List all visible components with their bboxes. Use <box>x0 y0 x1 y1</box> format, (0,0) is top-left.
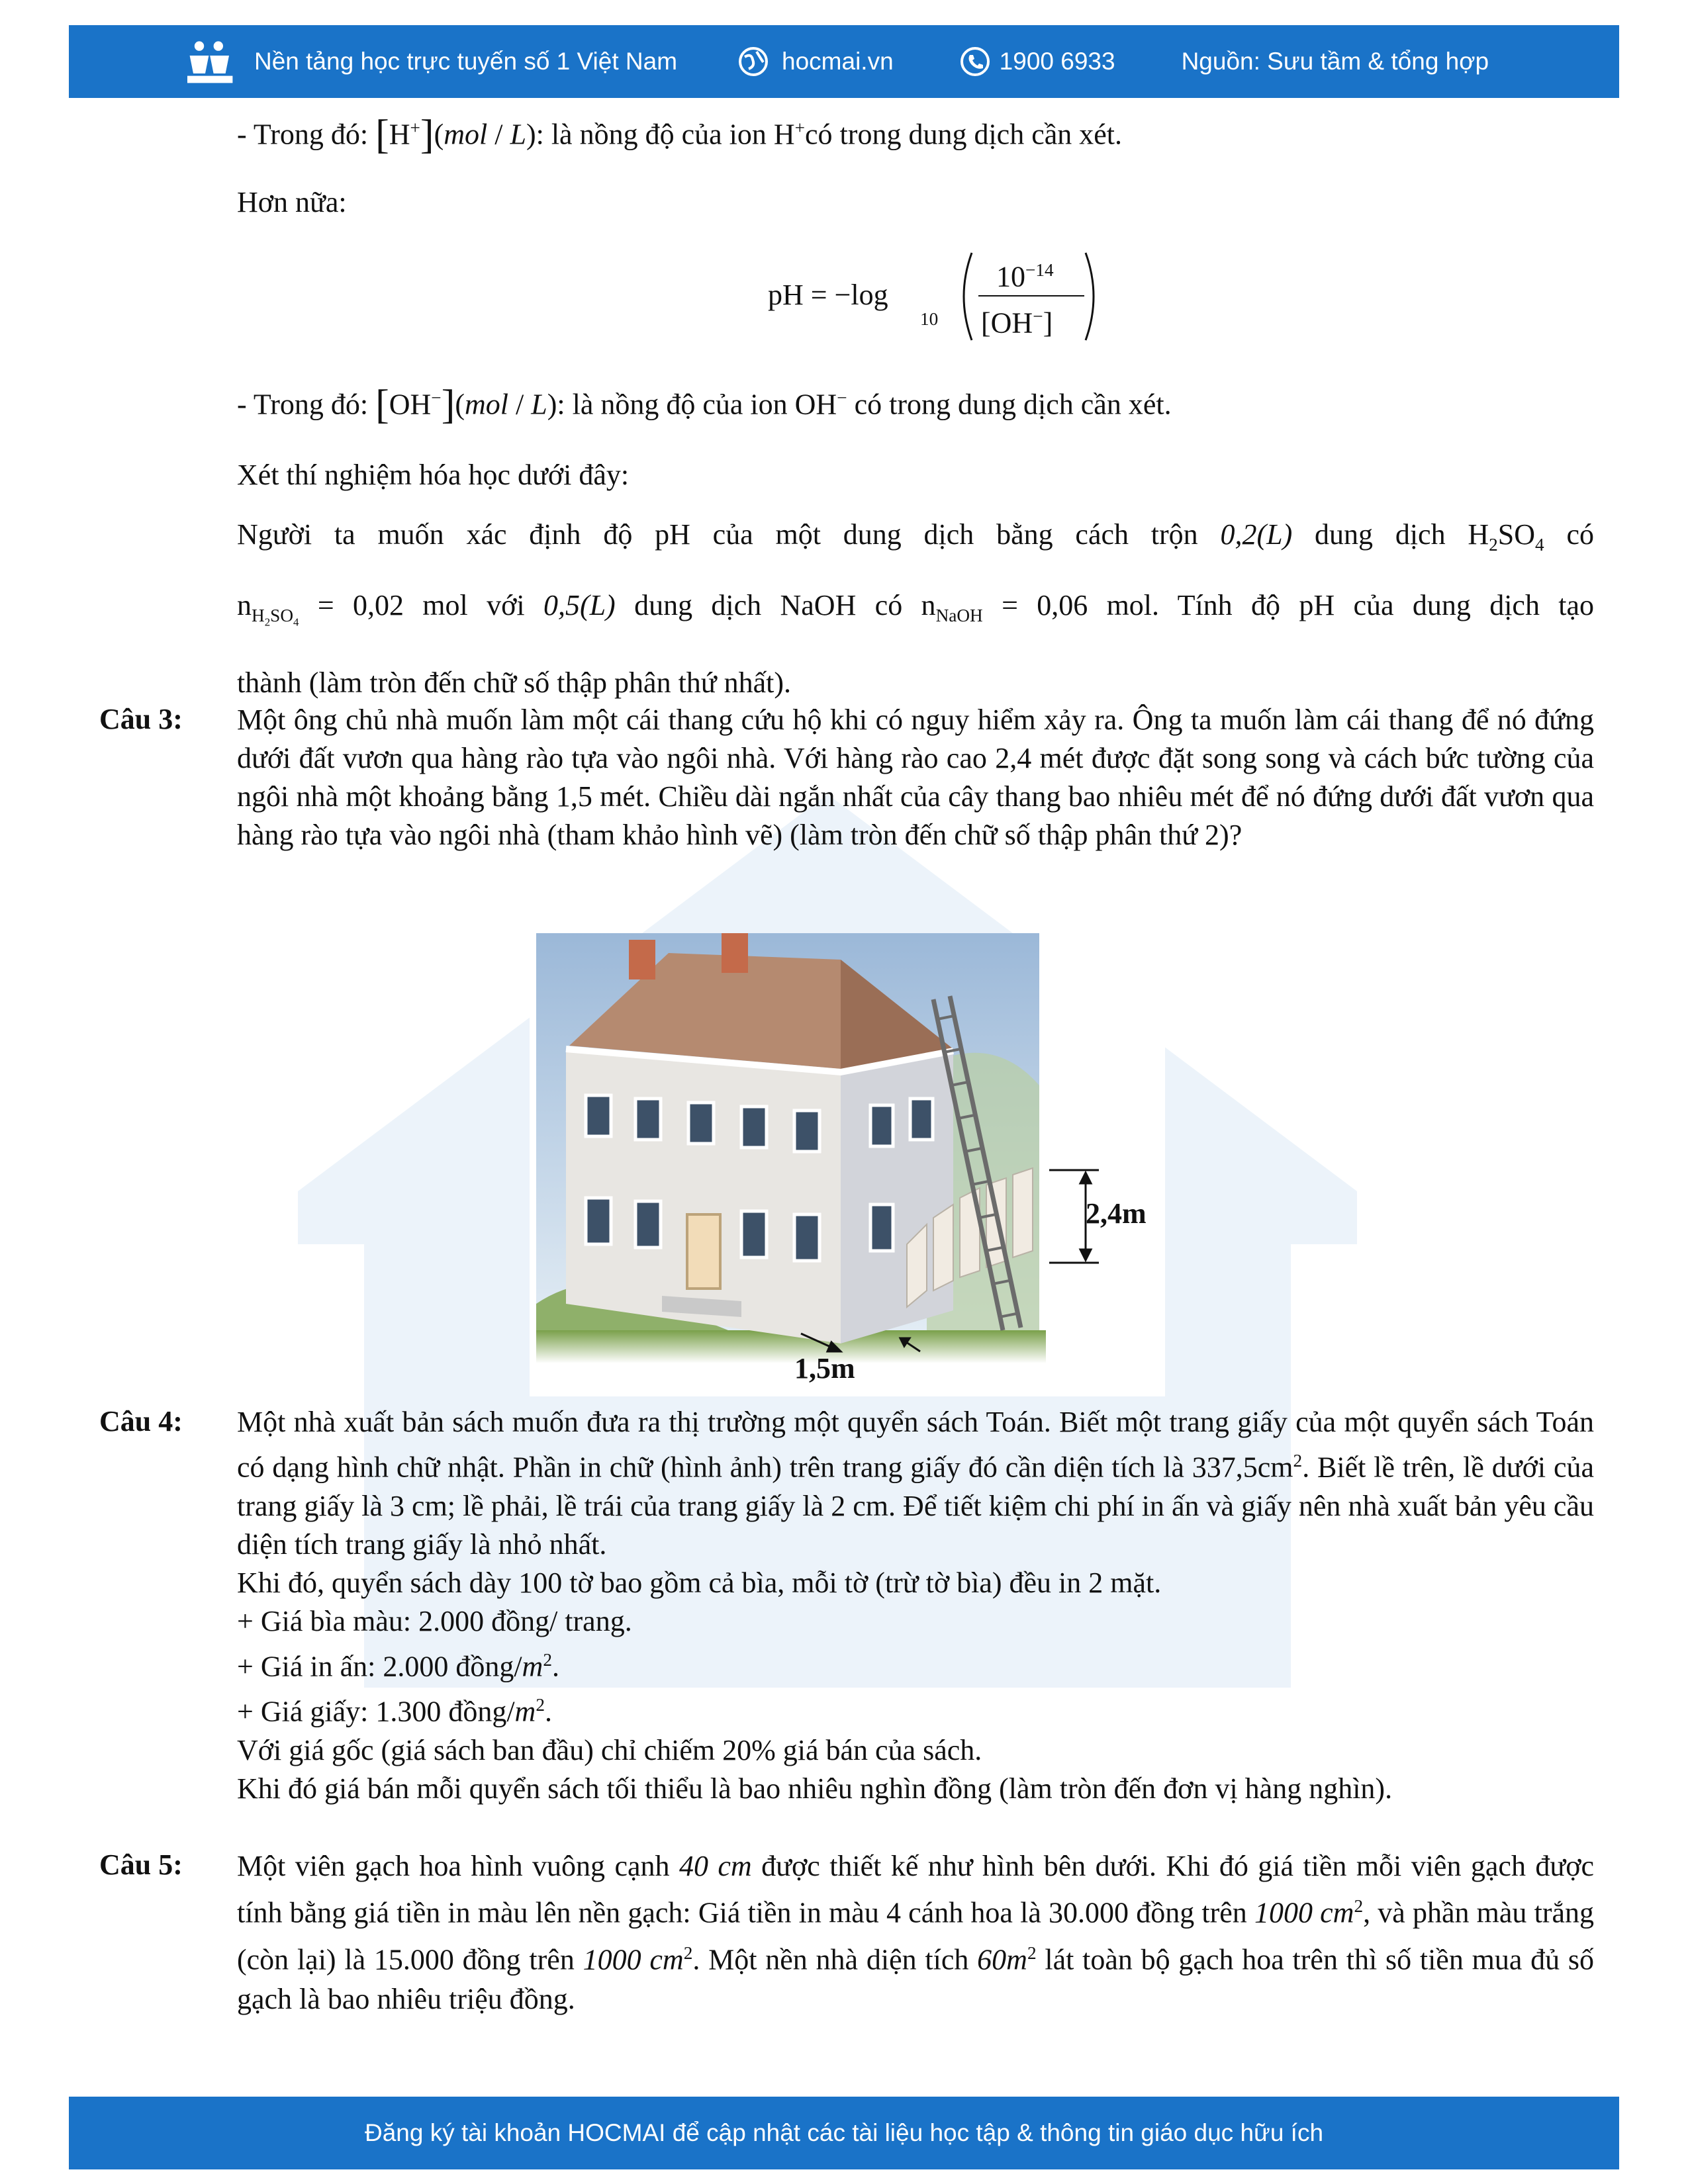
q4-text: Một nhà xuất bản sách muốn đưa ra thị trường một quyển sách Toán. Biết một trang giấy của một quyển sách Toán có dạng hình chữ nhật. Phần in chữ (hình ảnh) trên trang giấy đó cần diện tích là $337,5cm^2$. Biết lề trên, lề dưới của trang giấy là 3 cm; lề phải, lề trái của trang giấy là 2 cm. Để tiết kiệm chi phí in ấn và giấy nên nhà xuất bản yêu cầu diện tích trang giấy là nhỏ nhất. Khi đó, quyển sách dày 100 tờ bao gồm cả bìa, mỗi tờ (trừ tờ bìa) đều in 2 mặt. + Giá bìa màu: 2.000 đồng/ trang. + Giá in ấn: 2.000 đồng/$m^2$. + Giá giấy: 1.300 đồng/$m^2$. Với giá gốc (giá sách ban đầu) chỉ chiếm 20% giá bán của sách. Khi đó giá bán mỗi quyển sách tối thiểu là bao nhiêu nghìn đồng (làm tròn đến đơn vị hàng nghìn). <box>237 1406 1595 1805</box>
fig-height-label: 2,4m <box>1086 1197 1147 1230</box>
q3-label: Câu 3: <box>99 703 183 735</box>
header-bar <box>69 25 1619 98</box>
experiment-title: Xét thí nghiệm hóa học dưới đây: <box>237 459 630 491</box>
header-tagline: Nền tảng học trực tuyến số 1 Việt Nam <box>254 48 678 75</box>
header-phone[interactable]: 1900 6933 <box>999 48 1115 75</box>
q5-label: Câu 5: <box>99 1848 183 1881</box>
q5-text: Một viên gạch hoa hình vuông cạnh 40 cm được thiết kế như hình bên dưới. Khi đó giá tiền mỗi viên gạch được tính bằng giá tiền in màu lên nền gạch: Giá tiền in màu 4 cánh hoa là 30.000 đồng trên 1000 $cm^2$, và phần màu trắng (còn lại) là 15.000 đồng trên 1000 $cm^2$. Một nền nhà diện tích $60m^2$ lát toàn bộ gạch hoa trên thì số tiền mua đủ số gạch là bao nhiêu triệu đồng. <box>237 1850 1595 2016</box>
globe-icon <box>738 46 769 77</box>
header-website[interactable]: hocmai.vn <box>782 48 894 75</box>
q4-label: Câu 4: <box>99 1405 183 1437</box>
oh-definition-line: - Trong đó: [OH−](mol / L): là nồng độ của ion OH− có trong dung dịch cần xét. <box>237 382 1172 428</box>
experiment-paragraph: Người ta muốn xác định độ pH của một dung dịch bằng cách trộn 0,2(L) dung dịch $H_2SO_4$ có $n_{H_2SO_4} = 0,02$ mol với 0,5(L) dung dịch NaOH có $n_{NaOH} = 0,06$ mol. Tính độ pH của dung dịch tạo thành (làm tròn đến chữ số thập phân thứ nhất). <box>237 518 1595 700</box>
house-ladder-figure <box>530 933 1165 1396</box>
footer-bar <box>69 2097 1619 2169</box>
footer-text[interactable]: Đăng ký tài khoản HOCMAI để cập nhật các tài liệu học tập & thông tin giáo dục hữu ích <box>364 2119 1324 2146</box>
h-definition-line: - Trong đó: [H+](mol / L): là nồng độ của ion H+có trong dung dịch cần xét. <box>237 112 1123 158</box>
fig-distance-label: 1,5m <box>794 1352 855 1385</box>
phone-icon <box>960 46 990 77</box>
q3-text: Một ông chủ nhà muốn làm một cái thang cứu hộ khi có nguy hiểm xảy ra. Ông ta muốn làm cái thang để nó đứng dưới đất vươn qua hàng rào tựa vào ngôi nhà. Với hàng rào cao 2,4 mét được đặt song song và cách bức tường của ngôi nhà một khoảng bằng 1,5 mét. Chiều dài ngắn nhất của cây thang bao nhiêu mét để nó đứng dưới đất vươn qua hàng rào tựa vào ngôi nhà (tham khảo hình vẽ) (làm tròn đến chữ số thập phân thứ 2)? <box>237 704 1594 851</box>
header-source: Nguồn: Sưu tầm & tổng hợp <box>1181 48 1489 75</box>
hocmai-logo-icon <box>181 36 241 87</box>
more-text: Hơn nữa: <box>237 186 347 218</box>
